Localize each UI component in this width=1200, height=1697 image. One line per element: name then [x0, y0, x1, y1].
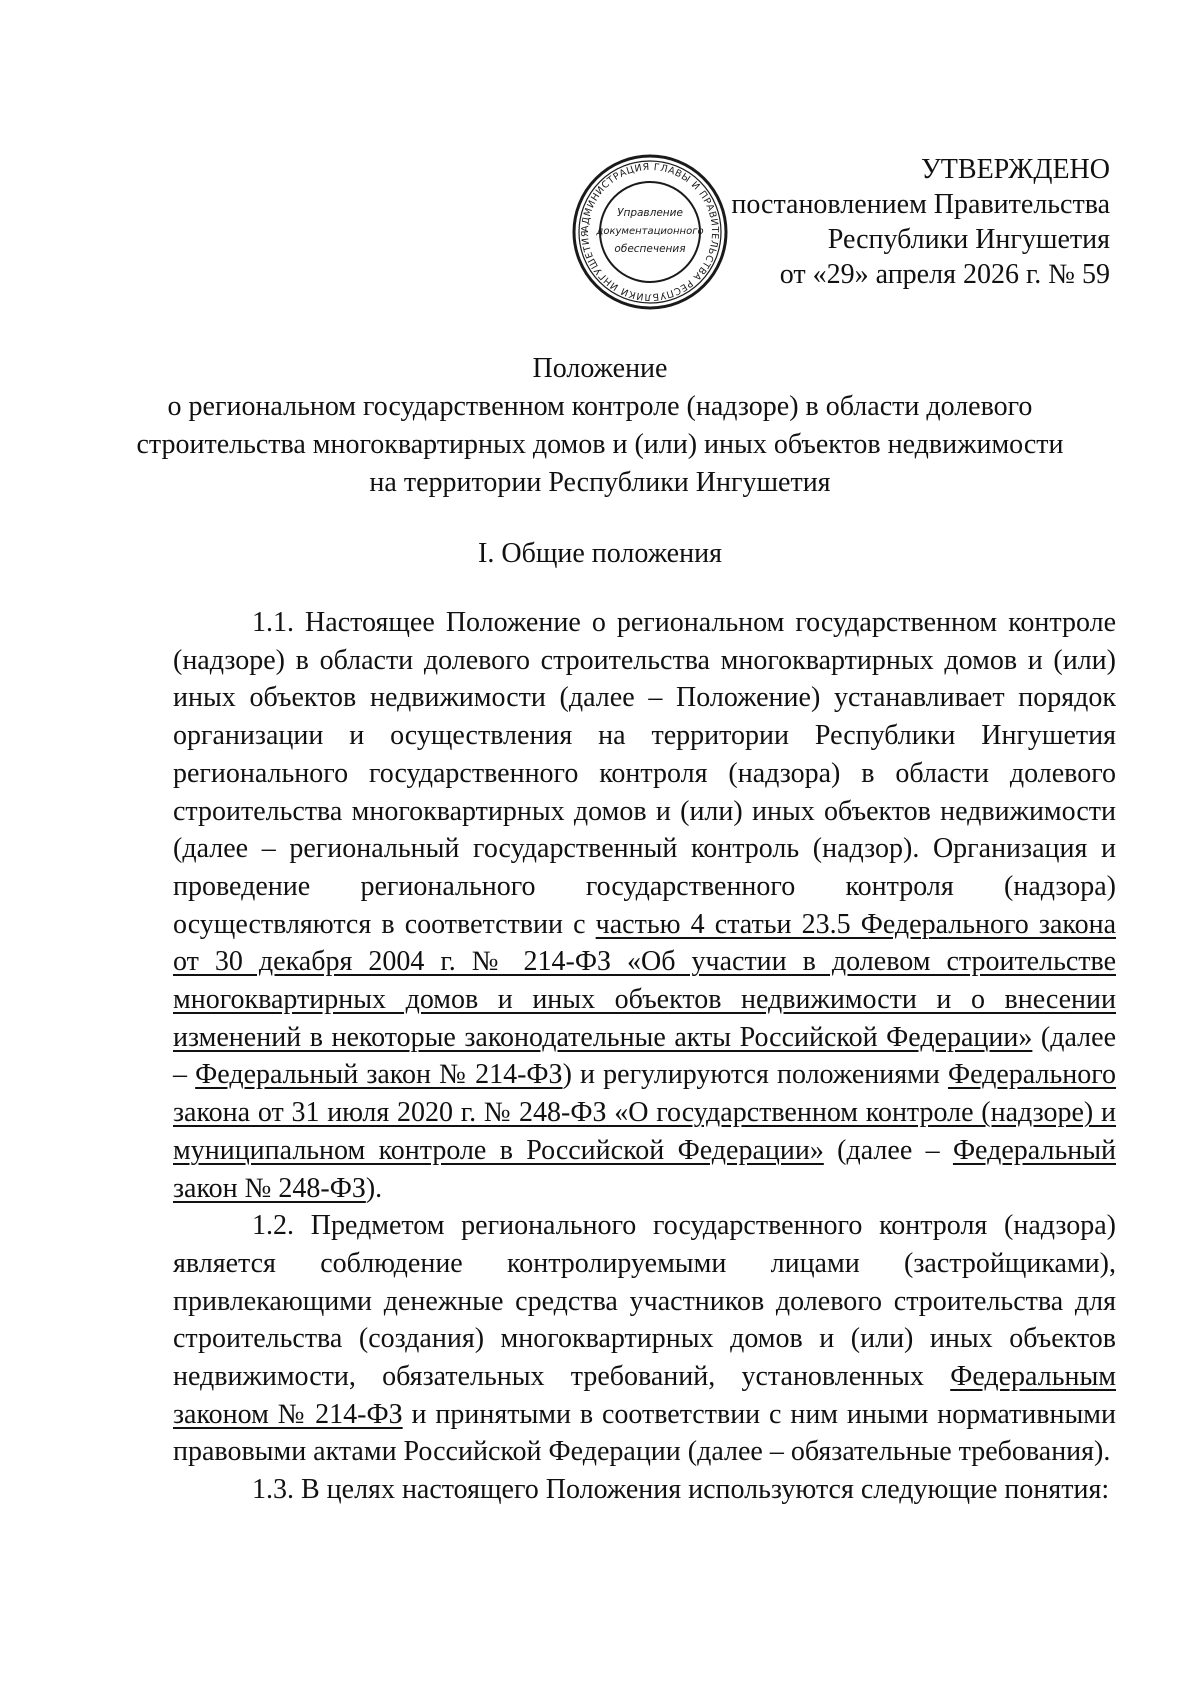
official-seal — [570, 152, 730, 312]
paragraph-text: и принятыми в соответствии с ним иными нормативными правовыми актами Российской Федерации (далее – обязательные требования). — [173, 1398, 1116, 1468]
section-heading: I. Общие положения — [478, 538, 722, 569]
paragraph-text: (далее – — [823, 1134, 953, 1166]
law-link-248[interactable]: Федеральный закон № 248-ФЗ — [173, 1134, 1116, 1204]
seal-ring-text: АДМИНИСТРАЦИЯ ГЛАВЫ И ПРАВИТЕЛЬСТВА РЕСПУБЛИКИ ИНГУШЕТИЯ — [579, 161, 721, 303]
paragraph-text: ) и регулируются положениями — [562, 1059, 948, 1091]
approval-resolution: постановлением Правительства — [731, 189, 1110, 220]
document-title — [120, 350, 1080, 502]
approval-title: УТВЕРЖДЕНО — [920, 154, 1110, 185]
law-link-214[interactable]: Федеральный закон № 214-ФЗ — [195, 1059, 563, 1091]
seal-line-1: Управление — [617, 207, 683, 219]
approval-republic: Республики Ингушетия — [827, 224, 1110, 255]
paragraph-text: 1.3. В целях настоящего Положения используются следующие понятия: — [252, 1474, 1110, 1506]
law-link-248-full[interactable]: Федерального закона от 31 июля 2020 г. № 248-ФЗ «О государственном контроле (надзоре) и муниципальном контроле в Российской Федерации» — [173, 1059, 1116, 1166]
seal-line-3: обеспечения — [614, 243, 686, 255]
title-line-2: о региональном государственном контроле (надзоре) в области долевого — [167, 391, 1033, 422]
paragraph-1-3 — [173, 1471, 1116, 1509]
paragraph-text: ). — [365, 1172, 383, 1204]
paragraph-text: 1.1. Настоящее Положение о региональном государственном контроле (надзоре) в области долевого строительства многоквартирных домов и (или) иных объектов недвижимости (далее – Положение) устанавливает порядок организации и осуществления на территории Республики Ингушетия регионального государственного контроля (надзора) в области долевого строительства многоквартирных домов и (или) иных объектов недвижимости (далее – региональный государственный контроль (надзор). Организация и проведение регионального государственного контроля (надзора) осуществляются в соответствии с — [173, 607, 1116, 940]
paragraph-text: 1.2. Предметом регионального государственного контроля (надзора) является соблюдение контролируемыми лицами (застройщиками), привлекающими денежные средства участников долевого строительства для строительства (создания) многоквартирных домов и (или) иных объектов недвижимости, обязательных требований, установленных — [173, 1210, 1116, 1393]
title-line-4: на территории Республики Ингушетия — [369, 467, 831, 498]
title-line-3: строительства многоквартирных домов и (или) иных объектов недвижимости — [136, 429, 1064, 460]
document-body — [173, 604, 1116, 1509]
title-line-1: Положение — [532, 353, 668, 384]
paragraph-text: (далее – — [173, 1021, 1116, 1091]
seal-line-2: документационного — [596, 226, 704, 237]
paragraph-1-1 — [173, 604, 1116, 1207]
approval-block — [731, 152, 1110, 292]
law-link-214-article[interactable]: частью 4 статьи 23.5 Федерального закона от 30 декабря 2004 г. № 214-ФЗ «Об участии в долевом строительстве многоквартирных домов и иных объектов недвижимости и о внесении изменений в некоторые законодательные акты Российской Федерации» — [173, 908, 1116, 1053]
law-link-214-instrumental[interactable]: Федеральным законом № 214-ФЗ — [173, 1361, 1116, 1430]
approval-date-number: от «29» апреля 2026 г. № 59 — [779, 259, 1110, 290]
paragraph-1-2 — [173, 1207, 1116, 1471]
